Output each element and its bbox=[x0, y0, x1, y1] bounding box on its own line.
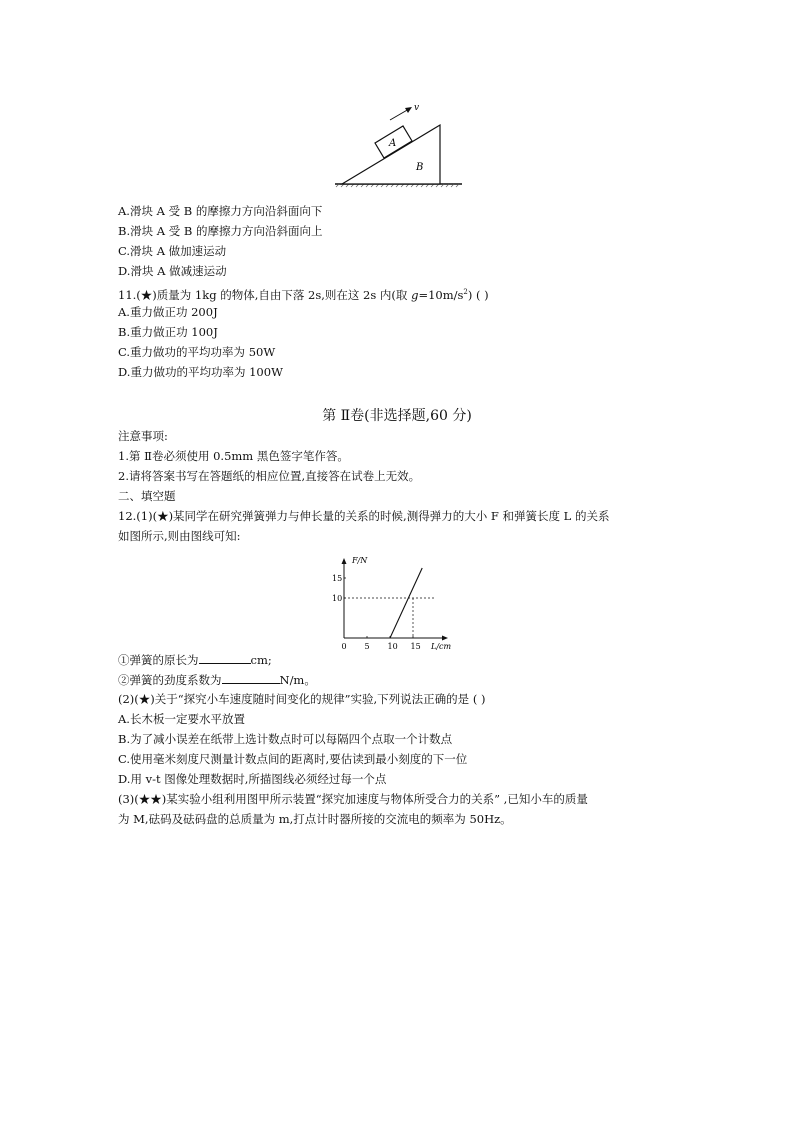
q10-option-d: D.滑块 A 做减速运动 bbox=[118, 264, 227, 278]
q12-part2-option-d: D.用 v-t 图像处理数据时,所描图线必须经过每一个点 bbox=[118, 772, 387, 786]
q12-stem-line2: 如图所示,则由图线可知: bbox=[118, 529, 241, 543]
y-axis-label: F/N bbox=[352, 556, 368, 565]
q11-g-value: =10m/s bbox=[418, 287, 464, 302]
label-v: v bbox=[414, 103, 420, 113]
q12-part3-line2: 为 M,砝码及砝码盘的总质量为 m,打点计时器所接的交流电的频率为 50Hz。 bbox=[118, 812, 512, 826]
y-axis-arrow bbox=[342, 558, 347, 564]
part2-title: 第 Ⅱ卷(非选择题,60 分) bbox=[322, 408, 472, 424]
q12-part2-stem: (2)(★)关于“探究小车速度随时间变化的规律”实验,下列说法正确的是 ( ) bbox=[118, 692, 486, 706]
y-tick-label: 10 bbox=[332, 594, 343, 603]
x-axis-label: L/cm bbox=[431, 642, 452, 650]
fill1-prompt: ①弹簧的原长为 bbox=[118, 653, 199, 667]
q11-answer-paren: ) ( ) bbox=[467, 287, 489, 302]
section-heading: 二、填空题 bbox=[118, 489, 176, 503]
q12-part2-option-c: C.使用毫米刻度尺测量计数点间的距离时,要估读到最小刻度的下一位 bbox=[118, 752, 468, 766]
q11-stem-text: 11.(★)质量为 1kg 的物体,自由下落 2s,则在这 2s 内(取 bbox=[118, 287, 412, 302]
q11-g-symbol: g bbox=[411, 287, 419, 302]
q12-fill-2 bbox=[118, 672, 316, 687]
series-line bbox=[390, 568, 422, 638]
y-tick-label: 15 bbox=[332, 574, 343, 583]
fill1-blank[interactable] bbox=[199, 652, 251, 664]
q12-part2-option-b: B.为了减小误差在纸带上选计数点时可以每隔四个点取一个计数点 bbox=[118, 732, 453, 746]
velocity-arrow-head bbox=[405, 107, 412, 113]
q12-stem-line1: 12.(1)(★)某同学在研究弹簧弹力与伸长量的关系的时候,测得弹力的大小 F 和弹簧长度 L 的关系 bbox=[118, 509, 610, 523]
notice-2: 2.请将答案书写在答题纸的相应位置,直接答在试卷上无效。 bbox=[118, 469, 421, 483]
label-a: A bbox=[389, 138, 397, 149]
x-tick-label: 15 bbox=[410, 642, 421, 650]
label-b: B bbox=[416, 162, 424, 173]
x-axis-arrow bbox=[442, 636, 448, 641]
q11-stem bbox=[118, 285, 489, 302]
q11-option-a: A.重力做正功 200J bbox=[118, 305, 218, 319]
q10-option-b: B.滑块 A 受 B 的摩擦力方向沿斜面向上 bbox=[118, 224, 323, 238]
x-tick-label: 0 bbox=[341, 642, 347, 650]
q10-option-c: C.滑块 A 做加速运动 bbox=[118, 244, 227, 258]
velocity-arrow bbox=[390, 109, 409, 120]
q12-part2-option-a: A.长木板一定要水平放置 bbox=[118, 712, 245, 726]
fill2-blank[interactable] bbox=[222, 672, 280, 684]
x-tick-label: 5 bbox=[364, 642, 370, 650]
q11-option-c: C.重力做功的平均功率为 50W bbox=[118, 345, 276, 359]
q11-option-b: B.重力做正功 100J bbox=[118, 325, 218, 339]
q11-g-exponent: 2 bbox=[463, 288, 468, 296]
fill2-unit: N/m。 bbox=[279, 673, 316, 687]
notice-title: 注意事项: bbox=[118, 429, 168, 443]
notice-1: 1.第 Ⅱ卷必须使用 0.5mm 黑色签字笔作答。 bbox=[118, 449, 349, 463]
q11-option-d: D.重力做功的平均功率为 100W bbox=[118, 365, 283, 379]
spring-force-chart bbox=[320, 540, 470, 650]
q12-part3-line1: (3)(★★)某实验小组利用图甲所示装置“探究加速度与物体所受合力的关系” ,已知小车的质量 bbox=[118, 792, 588, 806]
fill2-prompt: ②弹簧的劲度系数为 bbox=[118, 673, 222, 687]
incline-figure bbox=[330, 98, 470, 190]
q10-option-a: A.滑块 A 受 B 的摩擦力方向沿斜面向下 bbox=[118, 204, 323, 218]
fill1-unit: cm; bbox=[250, 653, 272, 667]
q12-fill-1 bbox=[118, 652, 272, 667]
x-tick-label: 10 bbox=[387, 642, 398, 650]
